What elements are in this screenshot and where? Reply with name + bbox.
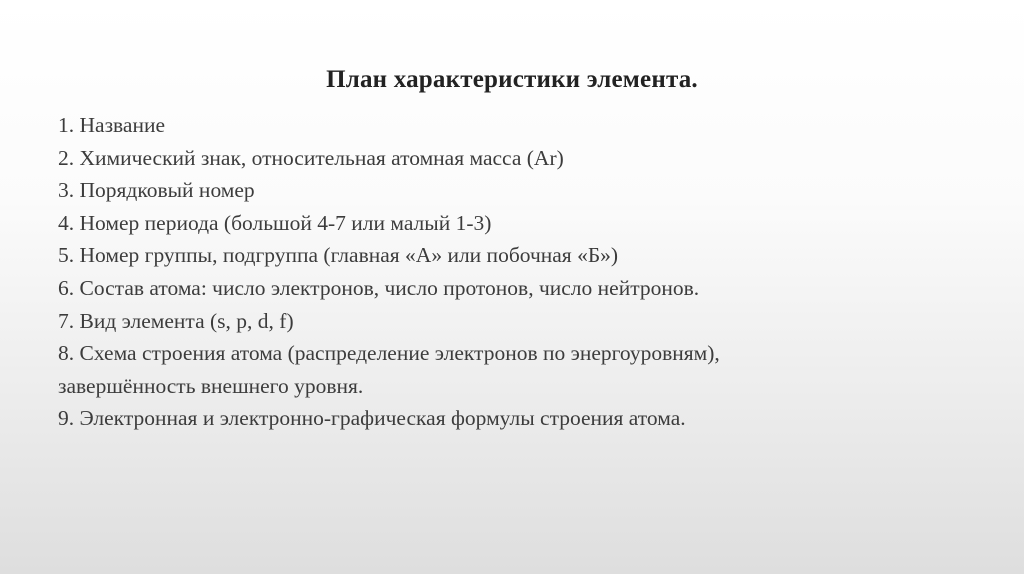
list-item: 6. Состав атома: число электронов, число протонов, число нейтронов. [58,275,700,300]
list-item-continuation: завершённость внешнего уровня. [58,373,364,398]
list-item: 9. Электронная и электронно-графическая формулы строения атома. [58,406,686,431]
list-item: 1. Название [58,113,166,137]
characteristics-list [58,109,978,435]
list-item: 2. Химический знак, относительная атомная масса (Ar) [58,145,564,170]
list-item: 8. Схема строения атома (распределение электронов по энергоуровням), [58,341,720,366]
list-item: 3. Порядковый номер [58,178,255,203]
slide-title: План характеристики элемента. [326,66,698,93]
list-item: 4. Номер периода (большой 4-7 или малый 1-3) [58,210,492,235]
list-item: 5. Номер группы, подгруппа (главная «А» или побочная «Б») [58,243,619,268]
list-item: 7. Вид элемента (s, p, d, f) [58,308,294,333]
